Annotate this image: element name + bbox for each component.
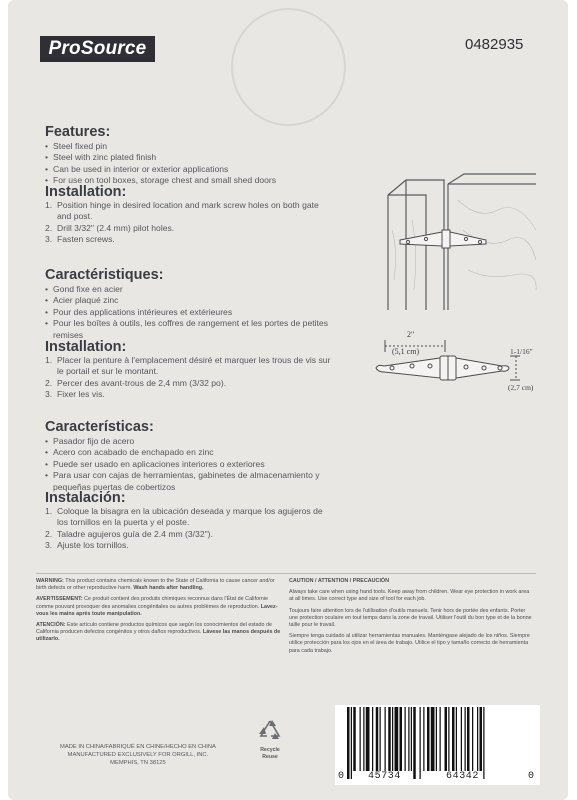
caution-en: Always take care when using hand tools. Keep away from children. Wear eye protection in work area at all times. Use correct type and size of tool for each job. [289, 589, 530, 603]
caution-block [289, 578, 534, 659]
barcode-bar [360, 707, 361, 771]
barcode-bar [456, 707, 457, 771]
brand-logo: ProSource [40, 36, 155, 62]
caution-es: Siempre tenga cuidado al utilizar herramientas manuales. Manténgase alejado de los niños. Siempre utilice protección para los ojos en el área de trabajo. Utilice el tipo y tamaño correcto de herramienta para cada trabajo. [289, 633, 530, 654]
step-item: 3. Ajuste los tornillos. [45, 540, 129, 551]
feature-item: • Acier plaqué zinc [45, 295, 335, 306]
barcode-bar [472, 707, 473, 771]
width-in-label: 2" [407, 330, 415, 339]
barcode-bar [400, 707, 403, 771]
height-in-label: 1-1/16" [510, 347, 533, 356]
installation-title-fr: Installation: [45, 339, 127, 355]
barcode-bar [448, 707, 449, 771]
feature-item: • Gond fixe en acier [45, 284, 335, 295]
barcode-bar [366, 707, 370, 771]
barcode-bar [461, 707, 462, 771]
barcode-bar [440, 707, 441, 771]
barcode-bar [395, 707, 399, 771]
features-list-es [45, 436, 335, 493]
height-cm-label: (2,7 cm) [508, 383, 534, 392]
barcode-bar [480, 707, 483, 771]
feature-item: • Can be used in interior or exterior applications [45, 164, 335, 175]
barcode-bar [380, 707, 381, 771]
step-item: 1. Placer la penture à l'emplacement désiré et marquer les trous de vis sur le portail et sur le montant. [45, 355, 331, 377]
installation-title-es: Instalación: [45, 490, 126, 506]
barcode-bar [467, 707, 470, 771]
feature-item: • Pour des applications intérieures et extérieures [45, 307, 335, 318]
barcode-bar [483, 707, 484, 779]
feature-item: • Pour les boîtes à outils, les coffres de rangement et les portes de petites remises [45, 318, 335, 341]
barcode-bar [423, 707, 424, 771]
barcode-bar [477, 707, 478, 771]
barcode-bar [372, 707, 373, 771]
feature-item: • For use on tool boxes, storage chest and small shed doors [45, 175, 335, 186]
step-item: 1. Coloque la bisagra en la ubicación deseada y marque los agujeros de los tornillos en la puerta y el poste. [45, 506, 323, 528]
door-hinge-strap [400, 230, 486, 248]
step-item: 3. Fixer les vis. [45, 389, 105, 400]
warning-es: ATENCIÓN: Este artículo contiene productos químicos que según los conocimientos del estado de California producen defectos congénitos y otros daños reproductivos. Lávese las manos después de utilizarlo. [36, 622, 281, 643]
barcode-bar [445, 707, 448, 771]
features-title-en: Features: [45, 124, 111, 140]
barcode-bar [420, 707, 421, 779]
hinge-strap-shape [376, 356, 509, 380]
barcode-bar [413, 707, 416, 779]
step-item: 2. Drill 3/32" (2.4 mm) pilot holes. [45, 222, 175, 233]
barcode-bar [431, 707, 435, 771]
barcode-bar [405, 707, 406, 771]
recycle-logo: Recycle Reuse [250, 718, 290, 760]
barcode-bar [376, 707, 379, 771]
features-title-es: Características: [45, 419, 154, 435]
barcode-bar [363, 707, 364, 771]
feature-item: • Acero con acabado de enchapado en zinc [45, 447, 335, 458]
barcode-bar [385, 707, 386, 771]
barcode-bar [411, 707, 412, 771]
step-item: 3. Fasten screws. [45, 234, 115, 245]
feature-item: • Steel with zinc plated finish [45, 152, 335, 163]
feature-item: • Pasador fijo de acero [45, 436, 335, 447]
barcode-bar [353, 707, 356, 771]
upc-barcode [335, 705, 540, 785]
recycle-icon [257, 718, 283, 742]
hinge-dimension-diagram [370, 330, 550, 400]
step-item: 1. Position hinge in desired location and mark screw holes on both gate and post. [45, 200, 319, 222]
features-list-en [45, 141, 335, 187]
feature-item: • Para usar con cajas de herramientas, gabinetes de almacenamiento y pequeñas puertas de cobertizos [45, 470, 335, 493]
section-divider [36, 573, 536, 574]
features-title-fr: Caractéristiques: [45, 267, 164, 283]
manufacturer-info: MADE IN CHINA/FABRIQUÉ EN CHINE/HECHO EN CHINA MANUFACTURED EXCLUSIVELY FOR ORGILL, INC. MEMPHIS, TN 38125 [60, 744, 216, 766]
sku-number: 0482935 [465, 36, 524, 53]
installation-steps-es [45, 506, 335, 552]
barcode-bar [392, 707, 393, 771]
warning-en: WARNING: This product contains chemicals known to the State of California to cause cancer and/or birth defects or other reproductive harm. Wash hands after handling. [36, 578, 275, 592]
installation-steps-en [45, 200, 335, 246]
warning-block [36, 578, 286, 648]
features-list-fr [45, 284, 335, 341]
barcode-bar [465, 707, 466, 771]
barcode-bar [351, 707, 352, 779]
door-hinge-illustration [378, 170, 538, 310]
feature-item: • Steel fixed pin [45, 141, 335, 152]
barcode-bar [436, 707, 437, 771]
barcode-bar [347, 707, 350, 779]
hang-hole [231, 8, 346, 126]
installation-steps-fr [45, 355, 335, 401]
warning-fr: AVERTISSEMENT: Ce produit contient des produits chimiques reconnus dans l'État de Californie comme pouvant provoquer des anomalies congénitales ou autres problèmes de reproduction. Lavez-vous les mains après toute manipulation. [36, 596, 278, 617]
installation-title-en: Installation: [45, 184, 127, 200]
width-cm-label: (5,1 cm) [392, 347, 420, 356]
barcode-bar [408, 707, 409, 771]
caution-title: CAUTION / ATTENTION / PRECAUCIÓN [289, 578, 390, 584]
barcode-bar [388, 707, 391, 771]
barcode-bar [452, 707, 455, 771]
feature-item: • Puede ser usado en aplicaciones interiores o exteriores [45, 459, 335, 470]
barcode-bar [427, 707, 430, 771]
step-item: 2. Percer des avant-trous de 2,4 mm (3/32 po). [45, 377, 227, 388]
caution-fr: Toujours faire attention lors de l'utilisation d'outils manuels. Tenir hors de portée des enfants. Porter une protection oculaire en tout temps dans la zone de travail. Utiliser l'outil du bon type et de la bonne taille pour le travail. [289, 607, 532, 629]
step-item: 2. Taladre agujeros guía de 2.4 mm (3/32"). [45, 528, 213, 539]
